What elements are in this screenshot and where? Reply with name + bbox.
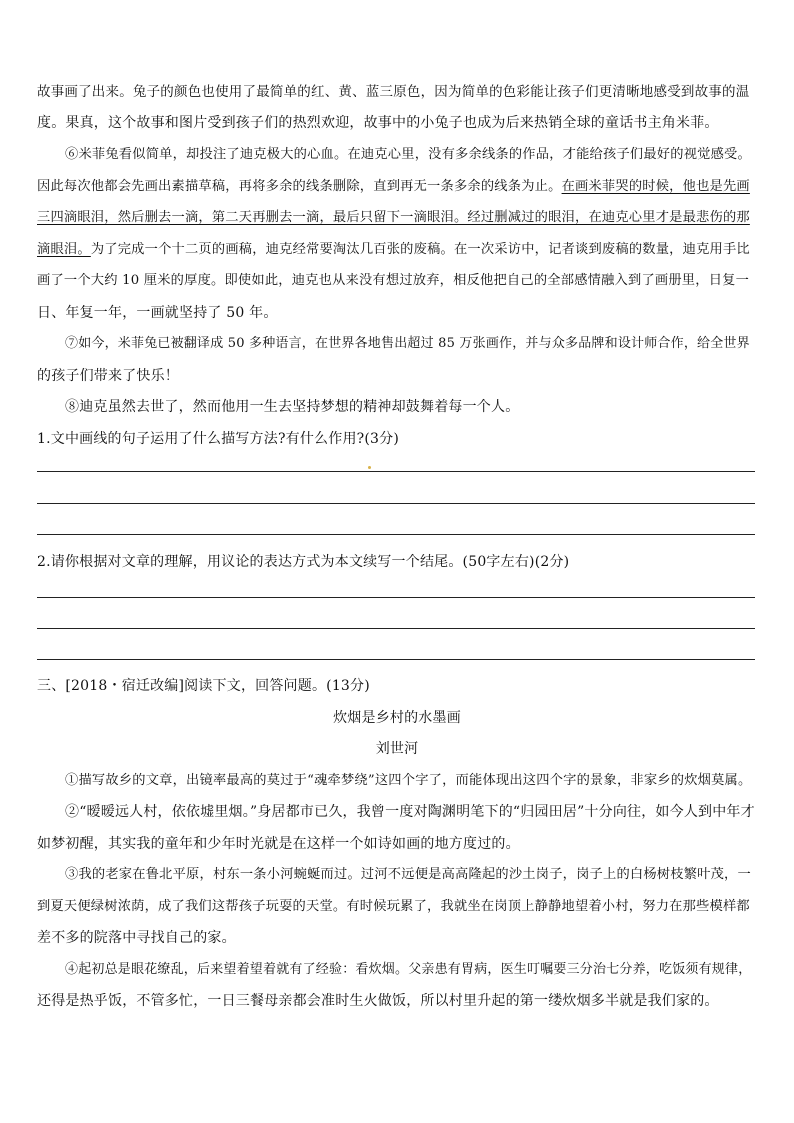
article-title: 炊烟是乡村的水墨画: [333, 710, 461, 726]
passage-line: 画了一个大约 10 厘米的厚度。即使如此，迪克也从来没有想过放弃，相反他把自己的全部感情融入到了画册里，日复一: [37, 273, 750, 288]
passage-line: ⑦如今，米菲兔已被翻译成 50 多种语言，在世界各地售出超过 85 万张画作，并与众多品牌和设计师合作，给全世界: [65, 336, 750, 351]
passage-line: 的孩子们带来了快乐！: [37, 368, 179, 384]
passage-line: 故事画了出来。兔子的颜色也使用了最简单的红、黄、蓝三原色，因为简单的色彩能让孩子们更清晰地感受到故事的温: [37, 84, 750, 100]
section-heading: 三、[2018・宿迁改编]阅读下文，回答问题。(13分): [37, 678, 370, 694]
article-author: 刘世河: [375, 741, 419, 757]
passage-line: 日、年复一年，一画就坚持了 50 年。: [37, 305, 278, 321]
ink-dot: [368, 466, 371, 469]
article-line: ③我的老家在鲁北平原，村东一条小河蜿蜒而过。过河不远便是高高隆起的沙土岗子，岗子上的白杨树枝繁叶茂，一: [65, 867, 751, 882]
answer-line[interactable]: [37, 503, 755, 504]
question-2: 2.请你根据对文章的理解，用议论的表达方式为本文续写一个结尾。(50字左右)(2分): [37, 554, 570, 570]
passage-line: [37, 240, 757, 260]
article-line: ①描写故乡的文章，出镜率最高的莫过于“魂牵梦绕”这四个字了，而能体现出这四个字的景象，非家乡的炊烟莫属。: [65, 773, 752, 788]
question-1: 1.文中画线的句子运用了什么描写方法?有什么作用?(3分): [37, 431, 399, 447]
underlined-sentence: 滴眼泪。: [37, 242, 91, 257]
answer-line[interactable]: [37, 471, 755, 472]
article-line: ②“暧暧远人村，依依墟里烟。”身居都市已久，我曾一度对陶渊明笔下的“归园田居”十分向往，如今人到中年才: [65, 804, 755, 820]
answer-line[interactable]: [37, 659, 755, 660]
article-line: 到夏天便绿树浓荫，成了我们这帮孩子玩耍的天堂。有时候玩累了，我就坐在岗顶上静静地望着小村，努力在那些模样都: [37, 899, 750, 914]
passage-line: ⑥米菲兔看似简单，却投注了迪克极大的心血。在迪克心里，没有多余线条的作品，才能给孩子们最好的视觉感受。: [65, 147, 751, 162]
answer-line[interactable]: [37, 534, 755, 535]
answer-line[interactable]: [37, 628, 755, 629]
underlined-sentence: 在画米菲哭的时候，他也是先画: [561, 179, 750, 194]
article-line: ④起初总是眼花缭乱，后来望着望着就有了经验：看炊烟。父亲患有胃病，医生叮嘱要三分治七分养，吃饭须有规律，: [65, 962, 752, 977]
article-line: 差不多的院落中寻找自己的家。: [37, 930, 236, 946]
underlined-sentence: 三四滴眼泪，然后删去一滴，第二天再删去一滴，最后只留下一滴眼泪。经过删减过的眼泪，在迪克心里才是最悲伤的那: [37, 210, 750, 225]
passage-line: ⑧迪克虽然去世了，然而他用一生去坚持梦想的精神却鼓舞着每一个人。: [65, 399, 520, 415]
passage-line: 度。果真，这个故事和图片受到孩子们的热烈欢迎，故事中的小兔子也成为后来热销全球的童话书主角米菲。: [37, 115, 719, 131]
article-line: 还得是热乎饭，不管多忙，一日三餐母亲都会准时生火做饭，所以村里升起的第一缕炊烟多半就是我们家的。: [37, 993, 719, 1009]
passage-text: 因此每次他都会先画出素描草稿，再将多余的线条删除，直到再无一条多余的线条为止。: [37, 179, 562, 194]
passage-line: [37, 177, 757, 197]
answer-line[interactable]: [37, 597, 755, 598]
passage-text: 为了完成一个十二页的画稿，迪克经常要淘汰几百张的废稿。在一次采访中，记者谈到废稿的数量，迪克用手比: [90, 242, 750, 257]
article-line: 如梦初醒，其实我的童年和少年时光就是在这样一个如诗如画的地方度过的。: [37, 836, 520, 852]
